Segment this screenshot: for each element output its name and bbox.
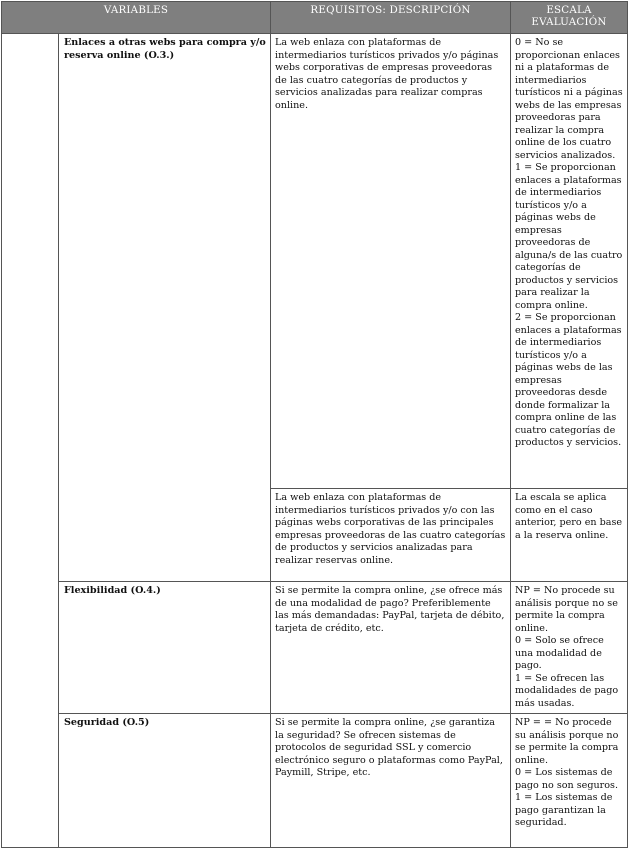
lead-column [2, 34, 59, 848]
scale-item: 1 = Se ofrecen las modalidades de pago más usadas. [515, 672, 619, 709]
header-variables: VARIABLES [2, 2, 271, 34]
header-escala-line-1: ESCALA [546, 4, 592, 16]
header-row [2, 2, 628, 34]
header-requisitos: REQUISITOS: DESCRIPCIÓN [271, 2, 511, 34]
header-escala [511, 2, 628, 34]
scale-item: La escala se aplica como en el caso anterior, pero en base a la reserva online. [515, 492, 623, 541]
table-row [2, 714, 628, 848]
scale-item: NP = = No procede su análisis porque no se permite la compra online. [515, 717, 619, 766]
variable-cell: Seguridad (O.5) [59, 714, 271, 848]
scale-cell [511, 34, 628, 489]
scale-item: 0 = No se proporcionan enlaces ni a plataformas de intermediarios turísticos ni a páginas webs de las empresas proveedoras para realizar la compra online de los cuatro servicios analizados. [515, 37, 623, 161]
scale-item: 1 = Los sistemas de pago garantizan la seguridad. [515, 792, 613, 828]
scale-cell [511, 489, 628, 582]
scale-item: 1 = Se proporcionan enlaces a plataformas de intermediarios turísticos y/o a páginas webs de empresas proveedoras de alguna/s de las cuatro categorías de productos y servicios para realizar la compra online. [515, 162, 623, 311]
evaluation-table [1, 1, 628, 848]
description-cell: Si se permite la compra online, ¿se garantiza la seguridad? Se ofrecen sistemas de protocolos de seguridad SSL y comercio electrónico seguro o plataformas como PayPal, Paymill, Stripe, etc. [271, 714, 511, 848]
scale-item: 0 = Los sistemas de pago no son seguros. [515, 767, 619, 791]
scale-item: 2 = Se proporcionan enlaces a plataformas de intermediarios turísticos y/o a páginas webs de las empresas proveedoras desde donde formalizar la compra online de las cuatro categorías de productos y servicios. [515, 312, 622, 448]
description-cell: La web enlaza con plataformas de intermediarios turísticos privados y/o páginas webs corporativas de empresas proveedoras de las cuatro categorías de productos y servicios analizadas para realizar compras online. [271, 34, 511, 489]
scale-cell [511, 714, 628, 848]
description-cell: Si se permite la compra online, ¿se ofrece más de una modalidad de pago? Preferiblemente las más demandadas: PayPal, tarjeta de débito, tarjeta de crédito, etc. [271, 582, 511, 714]
variable-cell: Enlaces a otras webs para compra y/o reserva online (O.3.) [59, 34, 271, 582]
scale-item: 0 = Solo se ofrece una modalidad de pago. [515, 635, 604, 671]
scale-cell [511, 582, 628, 714]
table-row [2, 582, 628, 714]
description-cell: La web enlaza con plataformas de intermediarios turísticos privados y/o con las páginas webs corporativas de las principales empresas proveedoras de las cuatro categorías de productos y servicios analizadas para realizar reservas online. [271, 489, 511, 582]
scale-item: NP = No procede su análisis porque no se permite la compra online. [515, 585, 618, 634]
header-escala-line-2: EVALUACIÓN [531, 16, 607, 28]
table-row [2, 34, 628, 489]
variable-cell: Flexibilidad (O.4.) [59, 582, 271, 714]
